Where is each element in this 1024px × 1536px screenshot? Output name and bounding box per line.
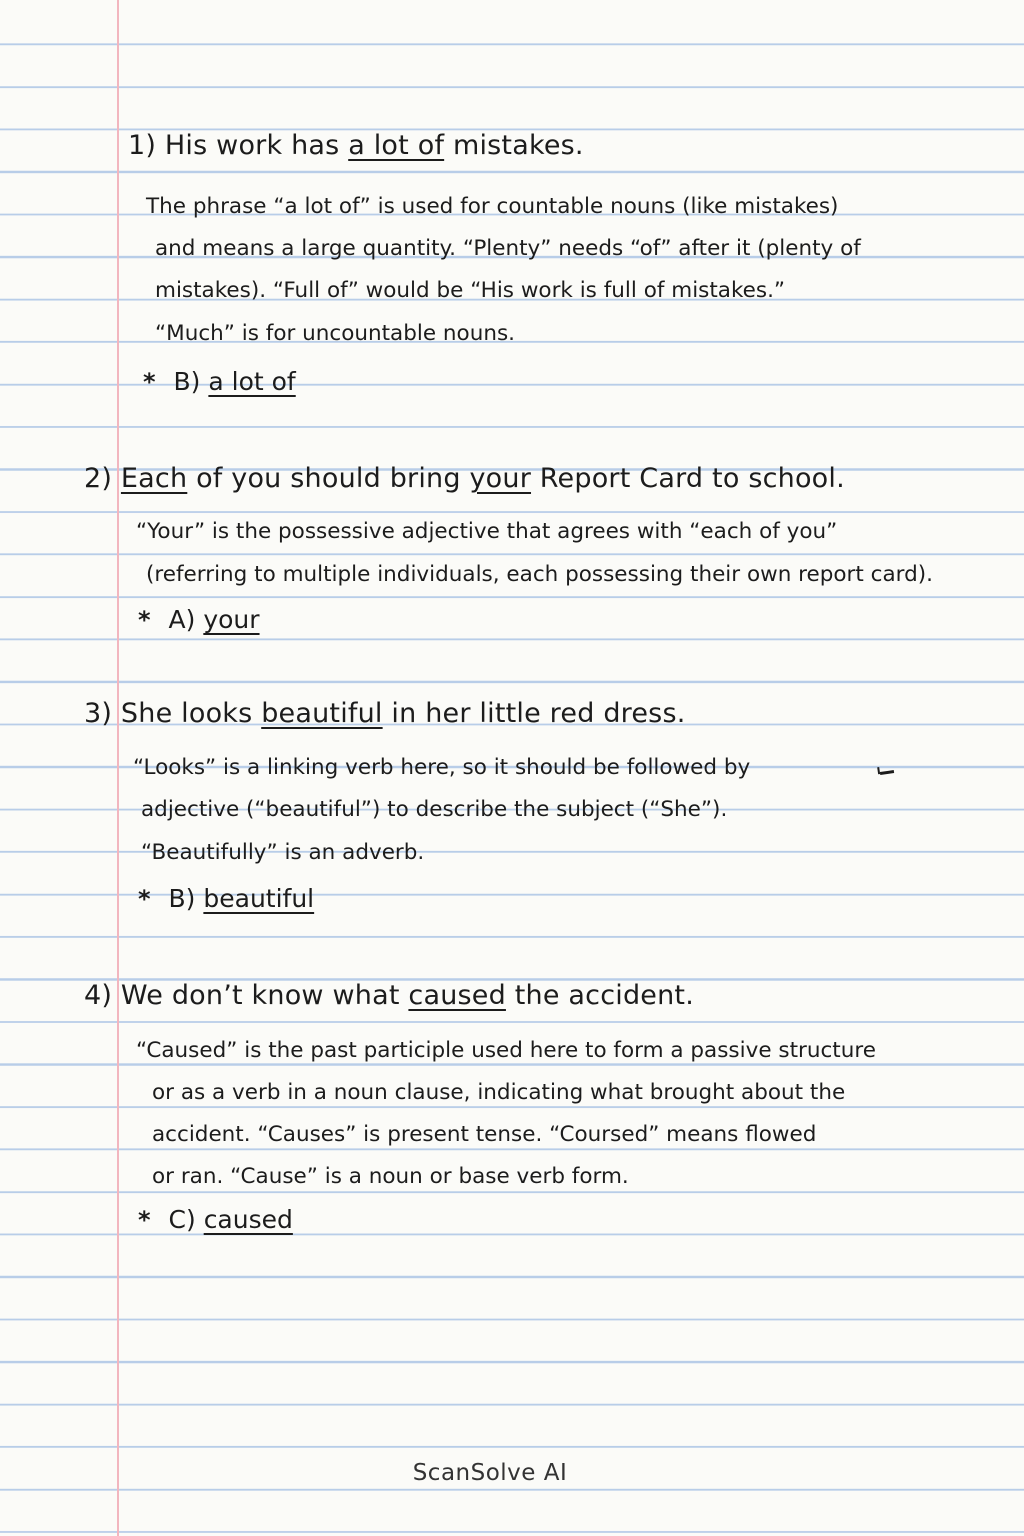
- answer-star-icon: *: [138, 1206, 151, 1234]
- explanation-line-3: mistakes). “Full of” would be “His work is full of mistakes.”: [155, 278, 786, 303]
- answer-star-icon: *: [138, 885, 151, 913]
- question-text-after: mistakes.: [444, 130, 584, 161]
- question-number: 3): [84, 698, 113, 729]
- question-number: 1): [128, 130, 157, 161]
- explanation-line-3: accident. “Causes” is present tense. “Coursed” means flowed: [152, 1122, 817, 1147]
- question-number: 4): [84, 980, 113, 1011]
- question-text-before: She looks: [120, 698, 262, 729]
- answer-line: [138, 884, 314, 913]
- explanation-line-2: or as a verb in a noun clause, indicating what brought about the: [152, 1080, 846, 1105]
- explanation-line-1: The phrase “a lot of” is used for countable nouns (like mistakes): [146, 194, 839, 219]
- answer-letter: B): [173, 367, 201, 396]
- explanation-line-1: “Looks” is a linking verb here, so it should be followed by: [133, 755, 751, 780]
- explanation-line-3: “Beautifully” is an adverb.: [141, 840, 425, 865]
- question-line: [84, 980, 694, 1011]
- question-text-middle: of you should bring: [187, 463, 470, 494]
- answer-line: [138, 605, 260, 634]
- footer-brand: ScanSolve AI: [412, 1460, 568, 1486]
- question-underlined-word: Each: [120, 463, 188, 494]
- answer-text: beautiful: [203, 884, 315, 913]
- answer-line: [143, 367, 296, 396]
- question-line: [84, 463, 845, 494]
- question-text-before: His work has: [164, 130, 349, 161]
- question-underlined-phrase: caused: [408, 980, 506, 1011]
- stray-mark-icon: [880, 770, 894, 775]
- question-text-after: the accident.: [505, 980, 694, 1011]
- question-line: [128, 130, 584, 161]
- explanation-line-4: or ran. “Cause” is a noun or base verb form.: [152, 1164, 629, 1189]
- explanation-line-2: (referring to multiple individuals, each possessing their own report card).: [146, 562, 933, 587]
- explanation-line-2: adjective (“beautiful”) to describe the subject (“She”).: [141, 797, 728, 822]
- explanation-line-1: “Caused” is the past participle used here to form a passive structure: [136, 1038, 876, 1063]
- margin-line: [117, 0, 119, 1536]
- explanation-line-2: and means a large quantity. “Plenty” needs “of” after it (plenty of: [155, 236, 861, 261]
- answer-star-icon: *: [143, 368, 156, 396]
- question-line: [84, 698, 686, 729]
- question-text-after: Report Card to school.: [531, 463, 845, 494]
- question-number: 2): [84, 463, 113, 494]
- question-text-after: in her little red dress.: [382, 698, 686, 729]
- answer-text: your: [203, 605, 260, 634]
- explanation-line-4: “Much” is for uncountable nouns.: [155, 321, 515, 346]
- question-underlined-phrase: a lot of: [348, 130, 445, 161]
- answer-star-icon: *: [138, 606, 151, 634]
- question-text-before: We don’t know what: [120, 980, 409, 1011]
- answer-letter: C): [168, 1205, 196, 1234]
- answer-line: [138, 1205, 293, 1234]
- answer-letter: A): [168, 605, 196, 634]
- question-underlined-phrase: your: [469, 463, 532, 494]
- answer-letter: B): [168, 884, 196, 913]
- answer-text: a lot of: [208, 367, 296, 396]
- answer-text: caused: [203, 1205, 293, 1234]
- question-underlined-phrase: beautiful: [261, 698, 383, 729]
- explanation-line-1: “Your” is the possessive adjective that agrees with “each of you”: [136, 519, 838, 544]
